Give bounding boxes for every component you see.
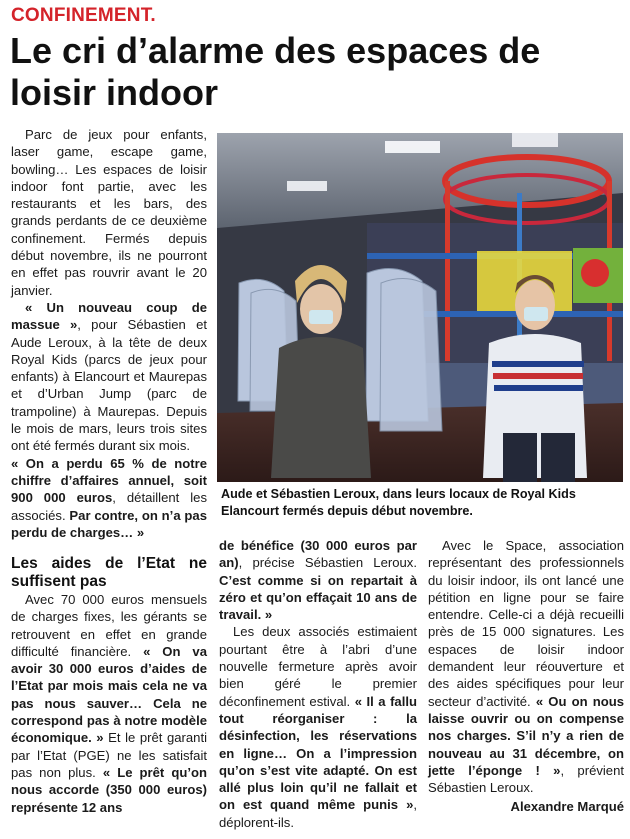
paragraph-4 bbox=[11, 591, 207, 816]
paragraph-7 bbox=[428, 537, 624, 796]
photo-caption: Aude et Sébastien Leroux, dans leurs locaux de Royal Kids Elancourt fermés depuis début novembre. bbox=[221, 487, 576, 518]
quote: « On va avoir 30 000 euros d’aides de l’Etat par mois mais cela ne va pas nous sauver… Cela ne correspond pas à notre modèle économique. » bbox=[11, 643, 207, 746]
quote: « Le prêt qu’on nous accorde (350 000 euros) représente 12 ans bbox=[11, 764, 207, 815]
column-2 bbox=[219, 537, 417, 831]
paragraph-intro: Parc de jeux pour enfants, laser game, escape game, bowling… Les espaces de loisir indoor font partie, avec les restaurants et les bars, des grands perdants de ce deuxième confinement. Fermés depuis début novembre, ils ne pourront en effet pas rouvrir avant le 20 janvier. bbox=[11, 127, 207, 298]
text: Les deux associés estimaient pourtant être à l’abri d’une nouvelle fermeture après avoir bien géré le premier déconfinement estival. bbox=[219, 624, 417, 709]
section-kicker: CONFINEMENT. bbox=[11, 5, 156, 26]
quote: « Ou on nous laisse ouvrir ou on compense nos charges. S’il n’y a rien de nouveau au 31 décembre, on jette l’éponge ! » bbox=[428, 693, 625, 778]
quote: Par contre, on n’a pas perdu de charges… » bbox=[11, 507, 207, 540]
photo-illustration bbox=[217, 133, 623, 482]
text: , prévient Sébastien Leroux. bbox=[428, 762, 625, 796]
quote: C’est comme si on repartait à zéro et qu’on effaçait 10 ans de travail. » bbox=[219, 572, 417, 623]
column-1-top bbox=[11, 126, 207, 541]
text: , pour Sébastien et Aude Leroux, à la tête de deux Royal Kids (parcs de jeux pour enfants) à Elancourt et Maurepas et d’Urban Jump (parc de trampoline) à Maurepas. Depuis le mois de mars, leurs trois sites ont été fermés durant six mois. bbox=[11, 317, 207, 454]
article-headline: Le cri d’alarme des espaces de loisir indoor bbox=[10, 30, 541, 113]
paragraph-2 bbox=[11, 299, 207, 455]
quote: « Il a fallu tout réorganiser : la désinfection, les réservations en ligne… On a l’impression qu’on s’est vite adapté. On est allé plus loin qu’il ne fallait et on est quand même punis » bbox=[219, 693, 417, 813]
quote: de bénéfice (30 000 euros par an) bbox=[219, 538, 417, 571]
subheading: Les aides de l’Etat ne suffisent pas bbox=[11, 555, 207, 590]
text: Et le prêt garanti par l’Etat (PGE) ne les satisfait pas non plus. bbox=[11, 730, 207, 780]
text: Avec 70 000 euros mensuels de charges fixes, les gérants se retrouvent en effet en grande difficulté financière. bbox=[11, 592, 207, 659]
article-photo bbox=[217, 133, 623, 482]
text: , précise Sébastien Leroux. bbox=[238, 555, 417, 571]
text: , déplorent-ils. bbox=[219, 797, 417, 830]
paragraph-5 bbox=[219, 537, 417, 623]
text: Avec le Space, association représentant des professionnels du loisir indoor, ils ont lancé une pétition en ligne pour se faire entendre. Celle-ci a déjà recueilli près de 15 000 signatures. Les espaces de loisir indoor demandent leur réouverture et des aides spécifiques pour leur secteur d’activité. bbox=[428, 538, 624, 709]
column-1-bottom bbox=[11, 555, 207, 816]
paragraph-3 bbox=[11, 455, 207, 541]
text: , détaillent les associés. bbox=[11, 490, 207, 523]
quote: « Un nouveau coup de massue » bbox=[11, 299, 207, 333]
column-3 bbox=[428, 537, 624, 816]
paragraph-6 bbox=[219, 623, 417, 831]
author-signature: Alexandre Marqué bbox=[510, 799, 624, 815]
quote: « On a perdu 65 % de notre chiffre d’affaires annuel, soit 900 000 euros bbox=[11, 455, 207, 506]
